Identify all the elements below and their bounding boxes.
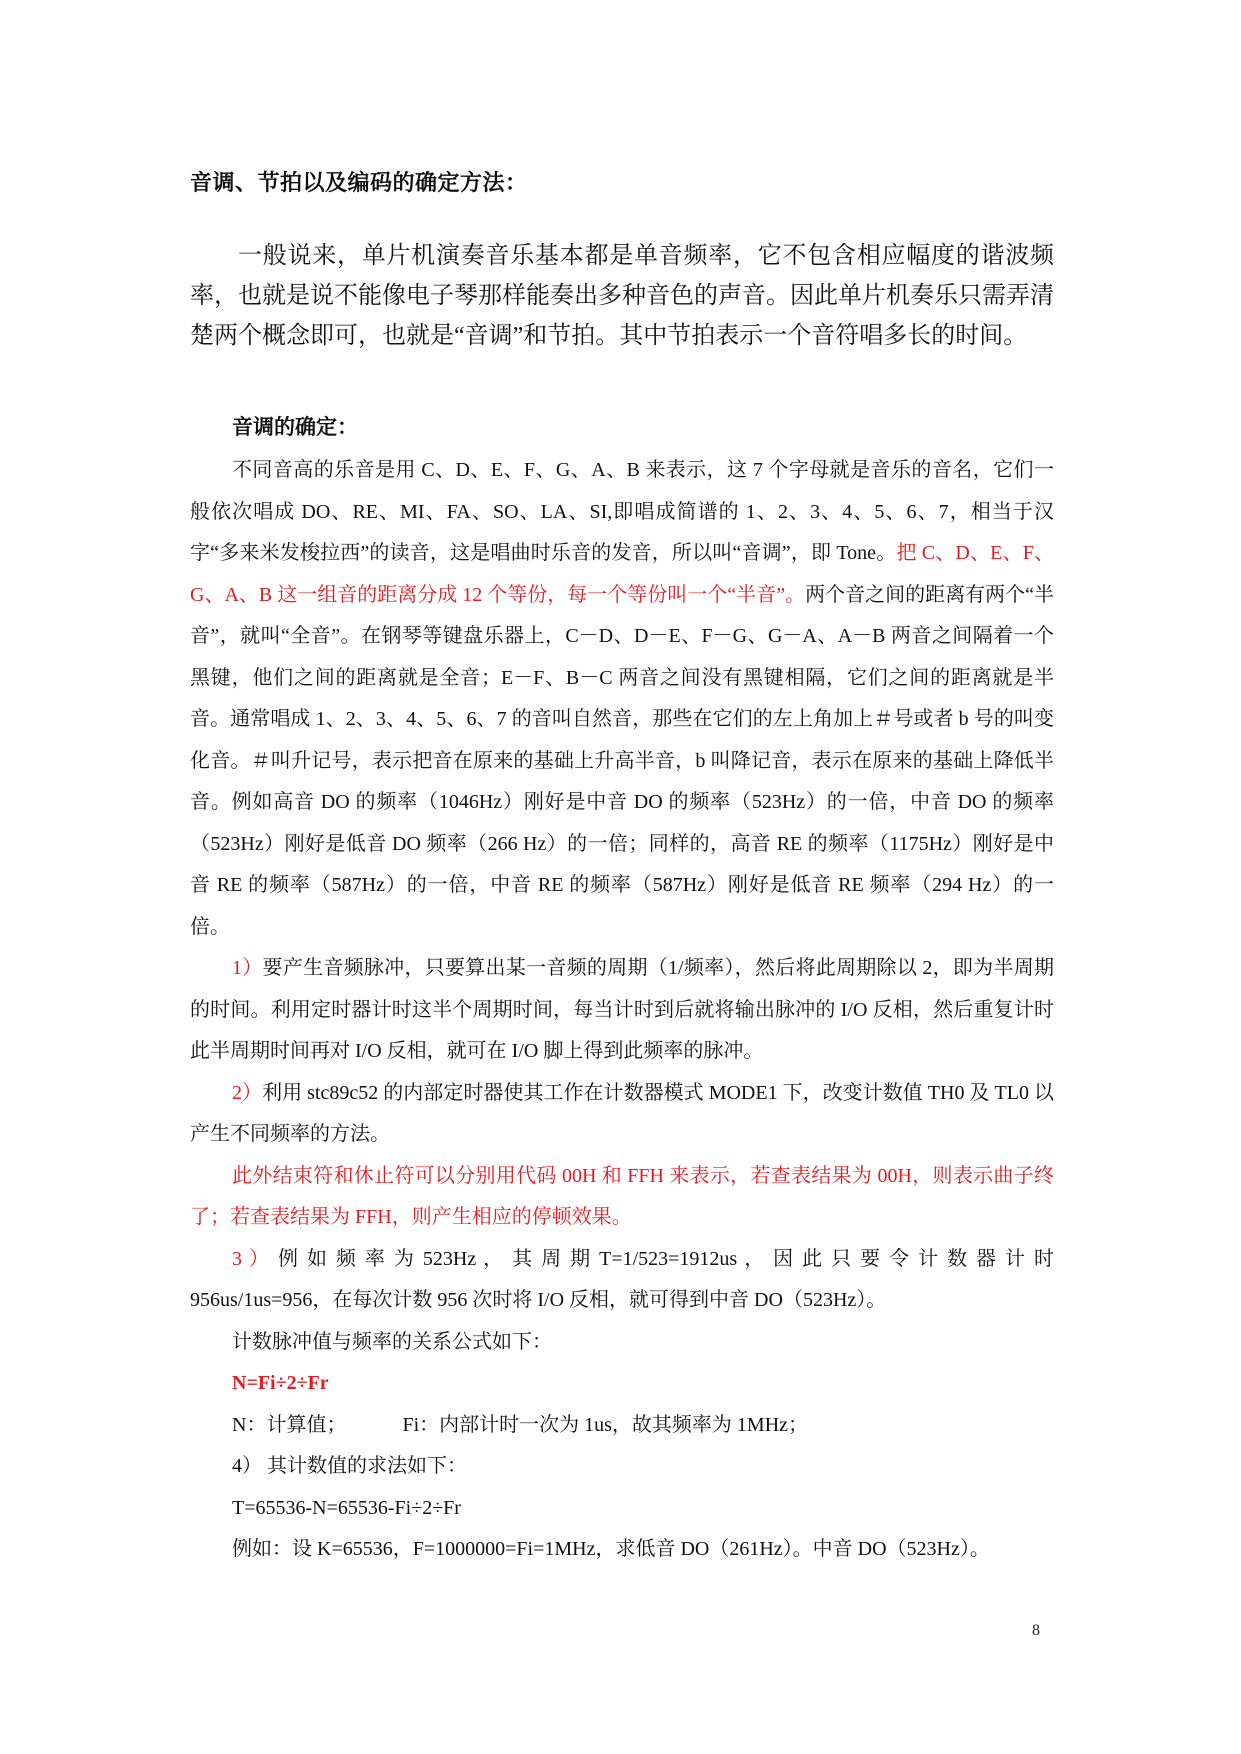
paragraph-tone	[190, 450, 1054, 948]
paragraph-step-1	[190, 948, 1054, 1073]
page-number: 8	[1032, 1622, 1040, 1639]
definition-n: N：计算值；	[232, 1413, 347, 1436]
paragraph-step-4: 4） 其计数值的求法如下：	[232, 1455, 467, 1477]
text-run: 利用 stc89c52 的内部定时器使其工作在计数器模式 MODE1 下，改变计数值 TH0 及 TL0 以产生不同频率的方法。	[190, 1081, 1055, 1145]
paragraph-definitions	[190, 1405, 1054, 1447]
text-run: 例 如 频 率 为 523Hz ， 其 周 期 T=1/523=1912us ， 因 此 只 要 令 计 数 器 计 时 956us/1us=956，在每次计数 956 次时将 I/O 反相，就可得到中音 DO（523Hz）。	[190, 1247, 1055, 1311]
paragraph-end-marker: 此外结束符和休止符可以分别用代码 00H 和 FFH 来表示，若查表结果为 00H，则表示曲子终了；若查表结果为 FFH，则产生相应的停顿效果。	[190, 1164, 1054, 1228]
paragraph-example: 例如：设 K=65536，F=1000000=Fi=1MHz，求低音 DO（261Hz）。中音 DO（523Hz）。	[232, 1538, 990, 1560]
body-text	[190, 450, 1054, 1571]
intro-paragraph: 一般说来，单片机演奏音乐基本都是单音频率，它不包含相应幅度的谐波频率，也就是说不能像电子琴那样能奏出多种音色的声音。因此单片机奏乐只需弄清楚两个概念即可，也就是“音调”和节拍。其中节拍表示一个音符唱多长的时间。	[190, 243, 1054, 349]
text-run: 要产生音频脉冲，只要算出某一音频的周期（1/频率），然后将此周期除以 2，即为半周期的时间。利用定时器计时这半个周期时间，每当计时到后就将输出脉冲的 I/O 反相，然后重复计时此半周期时间再对 I/O 反相，就可在 I/O 脚上得到此频率的脉冲。	[190, 957, 1054, 1062]
paragraph-step-2	[190, 1073, 1054, 1156]
text-run: 两个音之间的距离有两个“半音”，就叫“全音”。在钢琴等键盘乐器上，C－D、D－E、F－G、G－A、A－B 两音之间隔着一个黑键，他们之间的距离就是全音；E－F、B－C 两音之间没有黑键相隔，它们之间的距离就是半音。通常唱成 1、2、3、4、5、6、7 的音叫自然音，那些在它们的左上角加上＃号或者 b 号的叫变化音。＃叫升记号，表示把音在原来的基础上升高半音，b 叫降记音，表示在原来的基础上降低半音。例如高音 DO 的频率（1046Hz）刚好是中音 DO 的频率（523Hz）的一倍，中音 DO 的频率（523Hz）刚好是低音 DO 频率（266 Hz）的一倍；同样的，高音 RE 的频率（1175Hz）刚好是中音 RE 的频率（587Hz）的一倍，中音 RE 的频率（587Hz）刚好是低音 RE 频率（294 Hz）的一倍。	[190, 583, 1054, 938]
definition-fi: Fi：内部计时一次为 1us，故其频率为 1MHz；	[402, 1413, 809, 1436]
text-run: 不同音高的乐音是用 C、D、E、F、G、A、B 来表示，这 7 个字母就是音乐的音名，它们一般依次唱成 DO、RE、MI、FA、SO、LA、SI,即唱成简谱的 1、2、3、4、5、6、7，相当于汉字“多来米发梭拉西”的读音，这是唱曲时乐音的发音，所以叫“音调”，即 Tone。	[190, 459, 1054, 564]
step-number: 2）	[232, 1081, 263, 1104]
equation: T=65536-N=65536-Fi÷2÷Fr	[232, 1496, 461, 1519]
step-number: 3 ）	[232, 1247, 271, 1270]
paragraph-formula-intro: 计数脉冲值与频率的关系公式如下：	[232, 1330, 552, 1353]
page-content	[190, 168, 1054, 1571]
subsection-heading: 音调的确定：	[232, 415, 358, 439]
paragraph-step-3	[190, 1239, 1054, 1322]
section-heading: 音调、节拍以及编码的确定方法：	[190, 170, 528, 195]
highlight-semitone: 把 C、D、E、F、G、A、B 这一组音的距离分成 12 个等份，每一个等份叫一个“半音”。	[190, 542, 1054, 606]
formula: N=Fi÷2÷Fr	[232, 1372, 329, 1394]
step-number: 1）	[232, 957, 263, 979]
